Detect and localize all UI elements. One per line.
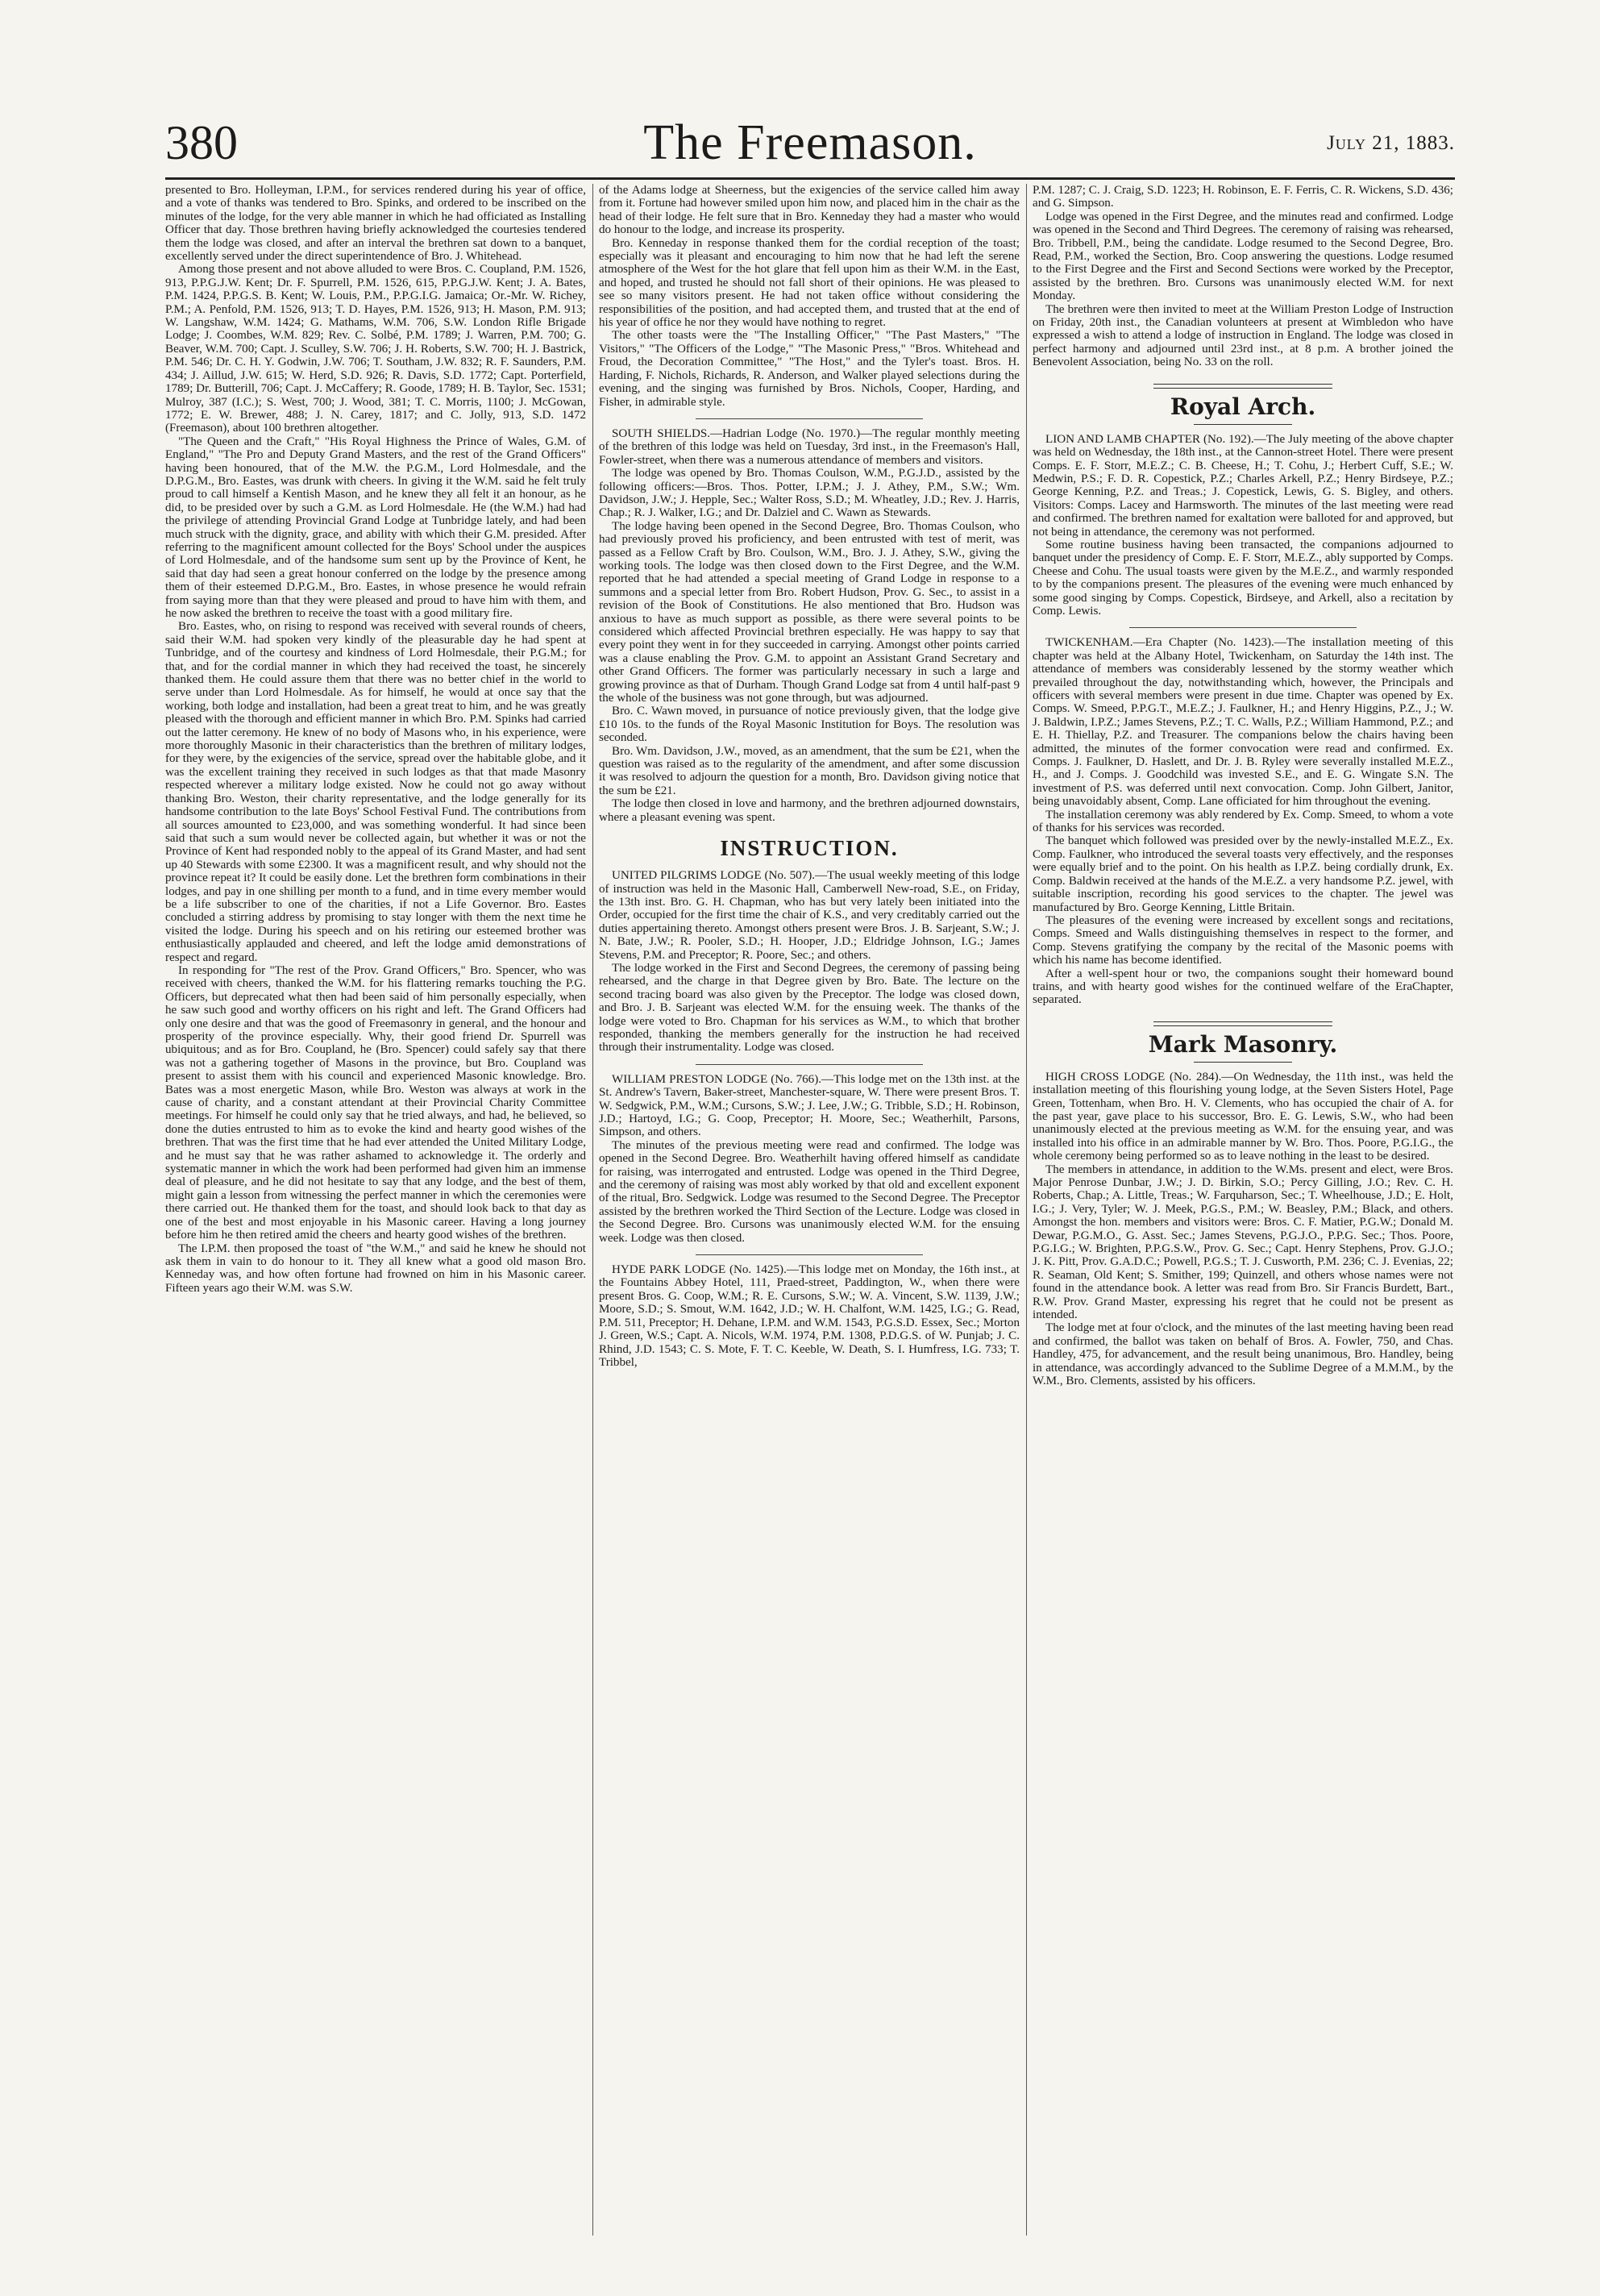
paragraph: The lodge worked in the First and Second Degrees, the ceremony of passing being rehearsed, and the charge in that Degree given by Bro. Bate. The lecture on the second tracing board was also given by the Preceptor. The lodge was closed down, and Bro. J. B. Sarjeant was elected W.M. for the ensuing week. The thanks of the lodge were voted to Bro. Chapman for his services as W.M., to which that brother responded, thanking the members generally for the instruction he had received through their instrumentality. Lodge was closed. bbox=[599, 961, 1020, 1054]
separator-rule bbox=[1129, 627, 1357, 628]
paragraph: The banquet which followed was presided over by the newly-installed M.E.Z., Ex. Comp. Faulkner, who introduced the several toasts very effectively, and the responses were equally brief and to the point. On his health as I.P.Z. being cordially drunk, Ex. Comp. Baldwin received at the hands of the M.E.Z. a very handsome P.Z. jewel, with suitable inscription, recording his good services to the chapter. The jewel was manufactured by Bro. George Kenning, Little Britain. bbox=[1033, 834, 1453, 914]
paragraph: The members in attendance, in addition to the W.Ms. present and elect, were Bros. Major Penrose Dunbar, J.W.; J. D. Birkin, S.O.; Percy Gilling, J.O.; Rev. C. H. Roberts, Chap.; A. Little, Treas.; W. Farquharson, Sec.; T. Wheelhouse, J.D.; E. Holt, I.G.; J. Very, Tyler; W. J. Meek, P.G.S., P.M.; W. Beasley, P.M.; Black, and others. Amongst the hon. members and visitors were: Bros. C. F. Matier, P.G.W.; Donald M. Dewar, P.G.M.O., G. Asst. Sec.; James Stevens, P.G.J.O., P.P.G. Sec.; Thos. Poore, P.G.I.G.; W. Brighten, P.P.G.S.W., Prov. G. Sec.; Capt. Henry Stephens, Prov. G.J.O.; J. K. Pitt, Prov. G.A.D.C.; Powell, P.G.S.; T. J. Cusworth, P.M. 236; C. J. Evenias, 22; R. Seaman, Old Kent; S. Smither, 199; Quinzell, and others whose names were not found in the attendance book. A letter was read from Bro. Sir Francis Burdett, Bart., R.W. Prov. Grand Master, expressing his regret that he could not be present as intended. bbox=[1033, 1163, 1453, 1322]
section-heading-instruction: INSTRUCTION. bbox=[720, 836, 899, 861]
report-hyde-park: HYDE PARK LODGE (No. 1425).—This lodge met on Monday, the 16th inst., at the Fountains Abbey Hotel, 111, Praed-street, Paddington, W., when there were present Bros. G. Coop, W.M.; R. E. Cursons, S.W.; W. A. Vincent, S.W. 1139, J.W.; Moore, S.D.; S. Smout, W.M. 1642, J.D.; W. H. Chalfont, W.M. 1425, I.G.; G. Read, P.M. 511, Preceptor; H. Dehane, I.P.M. and W.M. 1543, P.G.S.D. Essex, Sec.; Morton J. Green, W.S.; Capt. A. Nicols, W.M. 1974, P.M. 1308, P.D.G.S. of W. Punjab; J. C. Rhind, J.D. 1543; C. S. Mote, F. T. C. Keeble, W. Death, S. I. Humfress, I.G. 733; T. Tribbel, bbox=[599, 1263, 1020, 1369]
column-1 bbox=[165, 184, 586, 2236]
report-south-shields: SOUTH SHIELDS.—Hadrian Lodge (No. 1970.)—The regular monthly meeting of the brethren of this lodge was held on Tuesday, 3rd inst., in the Freemason's Hall, Fowler-street, when there was a numerous attendance of members and visitors. bbox=[599, 426, 1020, 467]
paragraph: The lodge then closed in love and harmony, and the brethren adjourned downstairs, where a pleasant evening was spent. bbox=[599, 797, 1020, 824]
report-high-cross: HIGH CROSS LODGE (No. 284).—On Wednesday, the 11th inst., was held the installation meeting of this flourishing young lodge, at the Seven Sisters Hotel, Page Green, Tottenham, when Bro. H. V. Clements, who has occupied the chair of A. for the past year, gave place to his successor, Bro. E. G. Lewis, S.W., who had been unanimously elected at the previous meeting as W.M. for the ensuing year, and was installed into his office in an admirable manner by W. Bro. Thos. Poore, P.G.I.G., the whole ceremony being performed so as to leave nothing in the least to be desired. bbox=[1033, 1070, 1453, 1163]
report-lion-and-lamb: LION AND LAMB CHAPTER (No. 192).—The July meeting of the above chapter was held on Wednesday, the 18th inst., at the Cannon-street Hotel. There were present Comps. E. F. Storr, M.E.Z.; C. B. Cheese, H.; T. Cohu, J.; Herbert Cuff, S.E.; W. Medwin, P.S.; F. D. R. Copestick, P.Z.; Charles Arkell, P.Z.; Henry Birdseye, P.Z.; George Kenning, P.Z. and Treas.; J. Copestick, Lewis, G. S. Bigley, and others. Visitors: Comps. Lacey and Harmsworth. The minutes of the last meeting were read and confirmed. The brethren named for exaltation were balloted for and approved, but not being in attendance, the ceremony was not performed. bbox=[1033, 432, 1453, 539]
paragraph: Bro. Wm. Davidson, J.W., moved, as an amendment, that the sum be £21, when the question was raised as to the regularity of the amendment, and after some discussion it was resolved to adjourn the question for a month, Bro. Davidson giving notice that the sum be £21. bbox=[599, 744, 1020, 797]
paragraph: The I.P.M. then proposed the toast of "the W.M.," and said he knew he should not ask them in vain to do honour to it. They all knew what a good old mason Bro. Kenneday was, and how often fortune had frowned on him in his Masonic career. Fifteen years ago their W.M. was S.W. bbox=[165, 1242, 586, 1295]
section-rule bbox=[1153, 1021, 1332, 1026]
masthead-date: July 21, 1883. bbox=[1327, 132, 1455, 154]
paragraph: The brethren were then invited to meet at the William Preston Lodge of Instruction on Friday, 20th inst., the Canadian volunteers at present at Wimbledon who have expressed a wish to attend a lodge of instruction in England. The lodge was closed in perfect harmony and adjourned until 23rd inst., at 8 p.m. A brother joined the Benevolent Association, being No. 33 on the roll. bbox=[1033, 302, 1453, 369]
masthead-title: The Freemason. bbox=[643, 115, 977, 170]
paragraph: P.M. 1287; C. J. Craig, S.D. 1223; H. Robinson, E. F. Ferris, C. R. Wickens, S.D. 436; and G. Simpson. bbox=[1033, 184, 1453, 210]
report-william-preston: WILLIAM PRESTON LODGE (No. 766).—This lodge met on the 13th inst. at the St. Andrew's Tavern, Baker-street, Manchester-square, W. There were present Bros. T. W. Sedgwick, P.M., W.M.; Cursons, S.W.; J. Lee, J.W.; G. Tribble, S.D.; H. Robinson, J.D.; Hartoyd, I.G.; G. Coop, Preceptor; H. Moore, Sec.; Weatherhilt, Parsons, Simpson, and others. bbox=[599, 1072, 1020, 1139]
paragraph: The lodge having been opened in the Second Degree, Bro. Thomas Coulson, who had previously proved his proficiency, and been entrusted with test of merit, was passed as a Fellow Craft by Bro. Coulson, W.M., Bro. J. J. Athey, S.W., giving the working tools. The lodge was then closed down to the First Degree, and the W.M. reported that he had attended a special meeting of Grand Lodge in response to a summons and a special letter from Bro. Robert Hudson, Prov. G. Sec., to assist in a revision of the Book of Constitutions. He also mentioned that Bro. Hudson was anxious to have as much support as possible, as there were several points to be considered which affected Provincial brethren especially. He was happy to say that every point they went in for they succeeded in carrying. Amongst other points carried was a clause enabling the Prov. G.M. to appoint an Assistant Grand Secretary and other Grand Officers. The former was particularly necessary in such a large and growing province as that of Durham. Though Grand Lodge sat from 4 until half-past 9 the whole of the business was not gone through, but was adjourned. bbox=[599, 519, 1020, 705]
heading-underline bbox=[1194, 1062, 1292, 1063]
paragraph: Some routine business having been transacted, the companions adjourned to banquet under the presidency of Comp. E. F. Storr, M.E.Z., ably supported by Comps. Cheese and Cohu. The usual toasts were given by the M.E.Z., and warmly responded to by the companions present. The pleasures of the evening were much enhanced by some good singing by Comps. Copestick, Birdseye, and Arkell, also a recitation by Comp. Lewis. bbox=[1033, 538, 1453, 618]
paragraph: Bro. Kenneday in response thanked them for the cordial reception of the toast; especially was it pleasant and encouraging to him now that he had left the serene atmosphere of the West for the hot glare that fell upon him as their W.M. in the East, and hoped, and trusted he should not fall short of their opinions. He was pleased to see so many visitors present. He had not taken office without considering the responsibilities of the position, and had accepted them, and trusted that at the end of his year of office he nor they would have nothing to regret. bbox=[599, 236, 1020, 330]
paragraph: The pleasures of the evening were increased by excellent songs and recitations, Comps. Smeed and Walls distinguishing themselves in respect to the former, and Comp. Stevens gratifying the company by the recital of the Masonic poems with which his name has become identified. bbox=[1033, 913, 1453, 967]
paragraph: presented to Bro. Holleyman, I.P.M., for services rendered during his year of office, and a vote of thanks was tendered to Bro. Spinks, and ordered to be inscribed on the minutes of the lodge, for the very able manner in which he had officiated as Installing Officer that day. Those brethren having briefly acknowledged the courtesies tendered them the lodge was closed, and after an interval the brethren sat down to a banquet, excellently served under the direct superintendence of Bro. J. Whitehead. bbox=[165, 184, 586, 264]
section-rule bbox=[1153, 384, 1332, 389]
paragraph: of the Adams lodge at Sheerness, but the exigencies of the service called him away from it. Fortune had however smiled upon him now, and placed him in the chair as the head of their lodge. He felt sure that in Bro. Kenneday they had a master who would do honour to the lodge, and increase its prosperity. bbox=[599, 184, 1020, 237]
column-2 bbox=[599, 184, 1020, 2236]
separator-rule bbox=[696, 1254, 923, 1255]
section-heading-mark-masonry: Mark Masonry. bbox=[1148, 1030, 1338, 1058]
column-divider bbox=[1026, 184, 1027, 2236]
paragraph: After a well-spent hour or two, the companions sought their homeward bound trains, and with hearty good wishes for the continued welfare of the EraChapter, separated. bbox=[1033, 967, 1453, 1007]
paragraph: The installation ceremony was ably rendered by Ex. Comp. Smeed, to whom a vote of thanks for his services was recorded. bbox=[1033, 808, 1453, 835]
paragraph: Among those present and not above alluded to were Bros. C. Coupland, P.M. 1526, 913, P.P.G.J.W. Kent; Dr. F. Spurrell, P.M. 1526, 615, P.P.G.J.W. Kent; J. A. Bates, P.M. 1424, P.P.G.S. B. Kent; W. Louis, P.M., P.P.G.I.G. Jamaica; Or.-Mr. W. Richey, P.M.; A. Penfold, P.M. 1526, 913; T. D. Hayes, P.M. 1526, 913; H. Mason, P.M. 913; W. Langshaw, W.M. 1424; G. Mathams, W.M. 706, S.W. London Rifle Brigade Lodge; J. Coombes, W.M. 829; Rev. C. Solbé, P.M. 1789; J. Warren, P.M. 700; G. Beaver, W.M. 700; Capt. J. Sculley, S.W. 706; J. H. Roberts, S.W. 700; H. J. Bastrick, P.M. 546; Dr. C. H. Y. Godwin, J.W. 706; T. Southam, J.W. 832; R. F. Saunders, P.M. 434; J. Aillud, J.W. 615; W. Herd, S.D. 926; R. Davis, S.D. 1772; Capt. Porterfield, 1789; Dr. Butterill, 706; Capt. J. McCaffery; R. Goode, 1789; H. B. Taylor, Sec. 1531; Mulroy, 387 (I.C.); S. West, 700; J. Wood, 381; T. C. Morris, 1100; J. McGowan, 1772; E. W. Brewer, 488; J. N. Carey, 1817; and C. Jolly, 913, S.D. 1472 (Freemason), about 100 brethren altogether. bbox=[165, 263, 586, 435]
paragraph: The minutes of the previous meeting were read and confirmed. The lodge was opened in the Second Degree. Bro. Weatherhilt having offered himself as candidate for raising, was interrogated and entrusted. Lodge was opened in the Third Degree, and the ceremony of raising was most ably worked by that old and excellent exponent of the ritual, Bro. Sedgwick. Lodge was resumed to the Second Degree. The Preceptor assisted by the brethren worked the Third Section of the Lecture. Lodge was closed in the Second Degree. Bro. Cursons was unanimously elected W.M. for the ensuing week. Lodge was then closed. bbox=[599, 1138, 1020, 1245]
paragraph: Bro. Eastes, who, on rising to respond was received with several rounds of cheers, said their W.M. had spoken very kindly of the pleasurable day he had spent at Tunbridge, and of the courtesy and kindness of Lord Holmesdale, their P.G.M.; for that, and for the cordial manner in which they had received the toast, he sincerely thanked them. He could assure them that there was no better chief in the world to serve under than Lord Holmesdale. As for himself, he would at once say that the working, both lodge and installation, had been a great treat to him, and he was greatly pleased with the thorough and efficient manner in which Bro. P.M. Spinks had carried out the latter ceremony. He knew of no body of Masons who, in his experience, were more thoroughly Masonic in their characteristics than the brethren of military lodges, for they were, by the exigencies of the service, spread over the habitable globe, and it was the excellent training they received in such lodges as that that made Masonry respected wherever a military lodge existed. Now he could not go away without thanking Bro. Weston, their charity representative, and the lodge generally for its handsome contribution to the late Boys' School Festival Fund. The contributions from all sources amounted to £23,000, and was something wonderful. It had since been said that such a sum would never be collected again, but whether it was or not the Province of Kent had responded nobly to the appeal of its Grand Master, and had sent up 40 Stewards with some £2300. It was a magnificent result, and why should not the province repeat it? It could be easily done. Let the brethren form combinations in their lodges, and pay in one shilling per month to a fund, and in time every member would be a life subscriber to one of the charities, if not a Life Governor. Bro. Eastes concluded a stirring address by promising to stay longer with them the next time he visited the lodge. During his speech and on his retiring our esteemed brother was enthusiastically applauded and cheered, and left the lodge amid demonstrations of respect and regard. bbox=[165, 620, 586, 964]
masthead-rule bbox=[165, 177, 1455, 180]
page-number: 380 bbox=[165, 116, 238, 169]
paragraph: Lodge was opened in the First Degree, and the minutes read and confirmed. Lodge was opened in the Second and Third Degrees. The ceremony of raising was rehearsed, Bro. Tribbell, P.M., being the candidate. Lodge resumed to the Second Degree, Bro. Read, P.M., worked the Section, Bro. Coop answering the questions. Lodge resumed to the First Degree and the First and Second Sections were worked by the Preceptor, assisted by the brethren. Bro. Cursons was unanimously elected W.M. for next Monday. bbox=[1033, 210, 1453, 303]
separator-rule bbox=[696, 418, 923, 419]
paragraph: The lodge was opened by Bro. Thomas Coulson, W.M., P.G.J.D., assisted by the following officers:—Bros. Thos. Potter, I.P.M.; J. J. Athey, P.M., S.W.; Wm. Davidson, J.W.; J. Hepple, Sec.; Walter Ross, S.D.; M. Wheatley, J.D.; Rev. J. Harris, Chap.; R. J. Walker, I.G.; and Dr. Dalziel and C. Wawn as Stewards. bbox=[599, 467, 1020, 520]
report-twickenham: TWICKENHAM.—Era Chapter (No. 1423).—The installation meeting of this chapter was held at the Albany Hotel, Twickenham, on Saturday the 14th inst. The attendance of members was considerably lessened by the stormy weather which prevailed throughout the day, notwithstanding which, however, the Principals and officers with several members were present in due time. Chapter was opened by Ex. Comps. W. Smeed, P.P.G.T., M.E.Z.; J. Faulkner, H.; and Henry Higgins, P.Z., J.; W. J. Baldwin, I.P.Z.; James Stevens, P.Z.; T. C. Walls, P.Z.; William Hammond, P.Z.; and E. H. Thiellay, P.Z. and Treasurer. The companions below the chairs having been admitted, the minutes of the former convocation were read and confirmed. Ex. Comps. J. Faulkner, D. Haslett, and Dr. J. B. Ryley were severally installed M.E.Z., H., and J. Comps. J. Goodchild was invested S.E., and E. G. Wingate S.N. The investment of P.S. was deferred until next convocation. Comp. John Gilbert, Janitor, being unavoidably absent, Comp. Lane officiated for him throughout the evening. bbox=[1033, 636, 1453, 809]
masthead bbox=[165, 114, 1455, 171]
column-3 bbox=[1033, 184, 1453, 2236]
column-divider bbox=[592, 184, 593, 2236]
heading-underline bbox=[1194, 424, 1292, 425]
paragraph: The other toasts were the "The Installing Officer," "The Past Masters," "The Visitors," "The Officers of the Lodge," "The Masonic Press," "Bros. Whitehead and Froud, the Decoration Committee," "The Host," and the Tyler's toast. Bros. H. Harding, F. Nichols, Richards, R. Anderson, and Walker played selections during the evening, and the singing was furnished by Bros. Nichols, Cooper, Harding, and Fisher, in admirable style. bbox=[599, 329, 1020, 409]
paragraph: Bro. C. Wawn moved, in pursuance of notice previously given, that the lodge give £10 10s. to the funds of the Royal Masonic Institution for Boys. The resolution was seconded. bbox=[599, 705, 1020, 745]
paragraph: The lodge met at four o'clock, and the minutes of the last meeting having been read and confirmed, the ballot was taken on behalf of Bros. A. Fowler, 750, and Chas. Handley, 475, for advancement, and the result being unanimous, Bro. Handley, being in attendance, was accordingly advanced to the Sublime Degree of a M.M.M., by the W.M., Bro. Clements, assisted by his officers. bbox=[1033, 1321, 1453, 1388]
separator-rule bbox=[696, 1064, 923, 1065]
paragraph: "The Queen and the Craft," "His Royal Highness the Prince of Wales, G.M. of England," "The Pro and Deputy Grand Masters, and the rest of the Grand Officers" having been honoured, that of the M.W. the P.G.M., Lord Holmesdale, and the D.P.G.M., Bro. Eastes, was drunk with cheers. In giving it the W.M. said he felt truly proud to call himself a Kentish Mason, and he knew they all felt it an honour, as he did, to be presided over by such a G.M. as Lord Holmesdale. He (the W.M.) had had the privilege of attending Provincial Grand Lodge at Tunbridge lately, and had been much struck with the dignity, grace, and ability with which their G.M. presided. After referring to the magnificent amount collected for the Boys' School under the auspices of Lord Holmesdale, and of the handsome sum sent up by the Province of Kent, he said that day had seen a great honour conferred on the lodge by the presence among them of their esteemed D.P.G.M., Bro. Eastes, in whose presence he would refrain from saying more than that they were pleased and proud to have him with them, and he now asked the brethren to receive the toast with a good military fire. bbox=[165, 435, 586, 620]
report-united-pilgrims: UNITED PILGRIMS LODGE (No. 507).—The usual weekly meeting of this lodge of instruction was held in the Masonic Hall, Camberwell New-road, S.E., on Friday, the 13th inst. Bro. G. H. Chapman, who has but very lately been initiated into the Order, occupied for the first time the chair of K.S., and very creditably carried out the duties appertaining thereto. Amongst others present were Bros. J. B. Sarjeant, S.W.; J. N. Bate, J.W.; R. Pooler, S.D.; H. Hooper, J.D.; Eldridge Johnson, I.G.; James Stevens, P.M. and Preceptor; R. Poore, Sec.; and others. bbox=[599, 869, 1020, 962]
paragraph: In responding for "The rest of the Prov. Grand Officers," Bro. Spencer, who was received with cheers, thanked the W.M. for his flattering remarks touching the P.G. Officers, but deprecated what then had been said of him personally especially, when he saw such good and worthy officers on his right and left. The Grand Officers had only one desire and that was the good of Freemasonry in general, and the honour and prosperity of the province especially. Why, their good friend Dr. Spurrell was ubiquitous; and as for Bro. Coupland, he (Bro. Spencer) could safely say that there was not a gathering together of Masons in the province, but Bro. Coupland was present to assist them with his council and experienced Masonic knowledge. Bro. Bates was a most energetic Mason, while Bro. Weston was always at work in the cause of charity, and a constant attendant at their Provincial Charity Committee meetings. For himself he could only say that he tried always, and had, he believed, so done the duties entrusted to him as to evoke the kind and hearty good wishes of the brethren. That was the first time that he had ever attended the United Military Lodge, and he must say that he was rather ashamed to acknowledge it. The orderly and systematic manner in which the work had been performed had given him an immense deal of pleasure, and he did not hesitate to say that any lodge, and the best of them, might gain a lesson from witnessing the perfect manner in which the ceremonies were there carried out. He thanked them for the toast, and should look back to that day as one of the best and most enjoyable in his Masonic career. Having a long journey before him he then retired amid the cheers and hearty good wishes of the brethren. bbox=[165, 963, 586, 1242]
section-heading-royal-arch: Royal Arch. bbox=[1170, 393, 1316, 420]
